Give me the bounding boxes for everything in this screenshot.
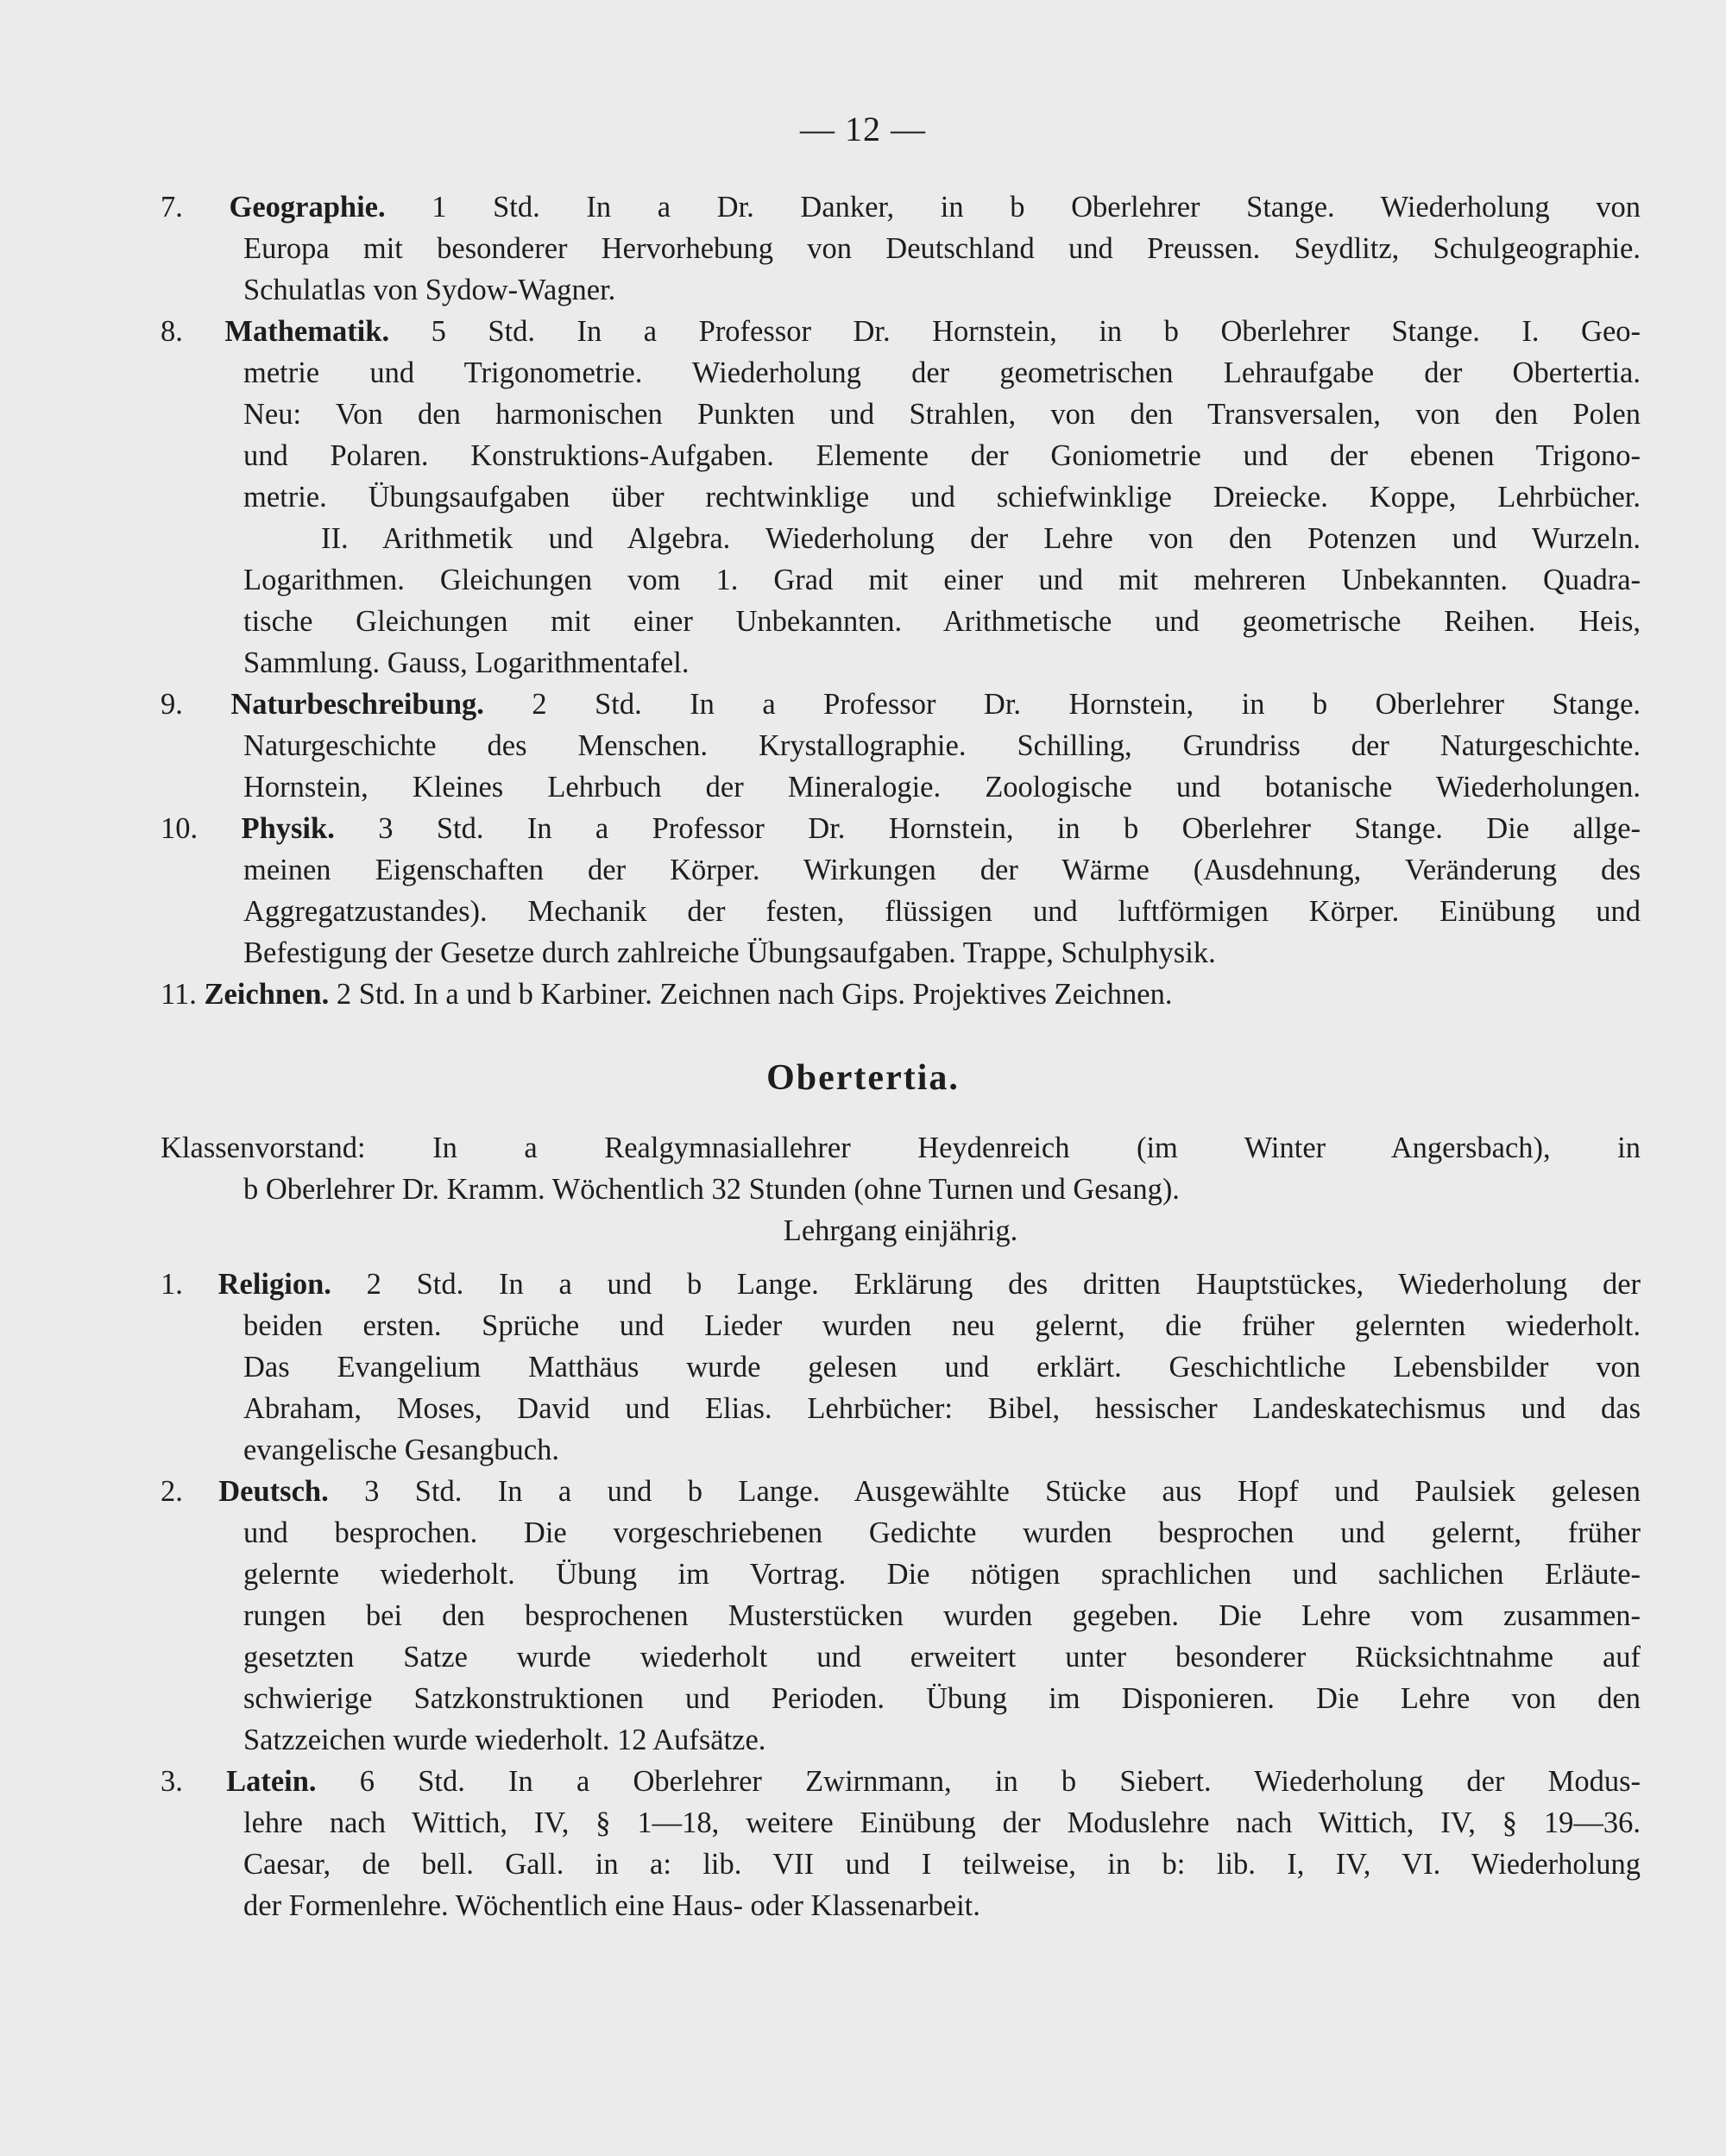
text-line: evangelische Gesangbuch. [243,1434,559,1466]
entry-geographie [161,186,1641,311]
text-line: II. Arithmetik und Algebra. Wiederholung der Lehre von den Potenzen und Wurzeln. [321,522,1641,555]
text-line: Schulatlas von Sydow-Wagner. [243,274,616,306]
page-number: — 12 — [800,110,926,148]
text-line: Europa mit besonderer Hervorhebung von Deutschland und Preussen. Seydlitz, Schulgeographie. [243,232,1641,265]
text-line: und Polaren. Konstruktions-Aufgaben. Elemente der Goniometrie und der ebenen Trigono- [243,439,1641,472]
entry-physik [161,808,1641,974]
text-line: gelernte wiederholt. Übung im Vortrag. Die nötigen sprachlichen und sachlichen Erläute- [243,1558,1641,1591]
text-line: 2. Deutsch. 3 Std. In a und b Lange. Ausgewählte Stücke aus Hopf und Paulsiek gelesen [161,1475,1641,1508]
text-line: 11. Zeichnen. 2 Std. In a und b Karbiner. Zeichnen nach Gips. Projektives Zeichnen. [161,978,1173,1011]
text-line: Logarithmen. Gleichungen vom 1. Grad mit einer und mit mehreren Unbekannten. Quadra- [243,564,1641,596]
text-line: und besprochen. Die vorgeschriebenen Gedichte wurden besprochen und gelernt, früher [243,1516,1641,1549]
text-line: 8. Mathematik. 5 Std. In a Professor Dr. Hornstein, in b Oberlehrer Stange. I. Geo- [161,315,1641,348]
entry-mathematik [161,311,1641,684]
text-line: 3. Latein. 6 Std. In a Oberlehrer Zwirnmann, in b Siebert. Wiederholung der Modus- [161,1765,1641,1798]
text-line: Sammlung. Gauss, Logarithmentafel. [243,646,690,679]
text-line: schwierige Satzkonstruktionen und Perioden. Übung im Disponieren. Die Lehre von den [243,1682,1641,1715]
text-line: Lehrgang einjährig. [783,1214,1018,1247]
class-intro [161,1127,1641,1251]
text-line: metrie und Trigonometrie. Wiederholung der geometrischen Lehraufgabe der Obertertia. [243,356,1641,389]
text-line: Klassenvorstand: In a Realgymnasiallehrer Heydenreich (im Winter Angersbach), in [161,1132,1641,1164]
text-line: Naturgeschichte des Menschen. Krystallographie. Schilling, Grundriss der Naturgeschichte. [243,729,1641,762]
text-line: tische Gleichungen mit einer Unbekannten. Arithmetische und geometrische Reihen. Heis, [243,605,1641,638]
text-line: Das Evangelium Matthäus wurde gelesen und erklärt. Geschichtliche Lebensbilder von [243,1351,1641,1384]
entry-religion [161,1264,1641,1471]
text-line: Befestigung der Gesetze durch zahlreiche Übungsaufgaben. Trappe, Schulphysik. [243,936,1216,969]
subject-list-lower [161,1127,1641,1926]
text-line: 1. Religion. 2 Std. In a und b Lange. Erklärung des dritten Hauptstückes, Wiederholung der [161,1268,1641,1301]
text-line: b Oberlehrer Dr. Kramm. Wöchentlich 32 Stunden (ohne Turnen und Gesang). [243,1173,1180,1206]
text-line: Aggregatzustandes). Mechanik der festen, flüssigen und luftförmigen Körper. Einübung und [243,895,1641,928]
entry-latein [161,1761,1641,1926]
text-line: metrie. Übungsaufgaben über rechtwinklige und schiefwinklige Dreiecke. Koppe, Lehrbücher. [243,481,1641,514]
subject-list-upper [161,186,1641,1015]
entry-naturbeschreibung [161,684,1641,808]
entry-zeichnen [161,974,1641,1015]
text-line: Neu: Von den harmonischen Punkten und Strahlen, von den Transversalen, von den Polen [243,398,1641,431]
entry-deutsch [161,1471,1641,1761]
section-heading: Obertertia. [766,1058,960,1098]
text-line: Caesar, de bell. Gall. in a: lib. VII und I teilweise, in b: lib. I, IV, VI. Wiederholung [243,1848,1641,1881]
text-line: 9. Naturbeschreibung. 2 Std. In a Professor Dr. Hornstein, in b Oberlehrer Stange. [161,688,1641,721]
text-line: 7. Geographie. 1 Std. In a Dr. Danker, in b Oberlehrer Stange. Wiederholung von [161,191,1641,224]
text-line: Abraham, Moses, David und Elias. Lehrbücher: Bibel, hessischer Landeskatechismus und das [243,1392,1641,1425]
text-line: Hornstein, Kleines Lehrbuch der Mineralogie. Zoologische und botanische Wiederholungen. [243,771,1641,804]
text-line: rungen bei den besprochenen Musterstücken wurden gegeben. Die Lehre vom zusammen- [243,1599,1641,1632]
text-line: der Formenlehre. Wöchentlich eine Haus- oder Klassenarbeit. [243,1889,980,1922]
text-line: gesetzten Satze wurde wiederholt und erweitert unter besonderer Rücksichtnahme auf [243,1641,1641,1674]
text-line: lehre nach Wittich, IV, § 1—18, weitere Einübung der Moduslehre nach Wittich, IV, § 19—36. [243,1806,1641,1839]
text-line: 10. Physik. 3 Std. In a Professor Dr. Hornstein, in b Oberlehrer Stange. Die allge- [161,812,1641,845]
text-line: beiden ersten. Sprüche und Lieder wurden neu gelernt, die früher gelernten wiederholt. [243,1309,1641,1342]
text-line: meinen Eigenschaften der Körper. Wirkungen der Wärme (Ausdehnung, Veränderung des [243,854,1641,886]
text-line: Satzzeichen wurde wiederholt. 12 Aufsätze. [243,1724,766,1756]
